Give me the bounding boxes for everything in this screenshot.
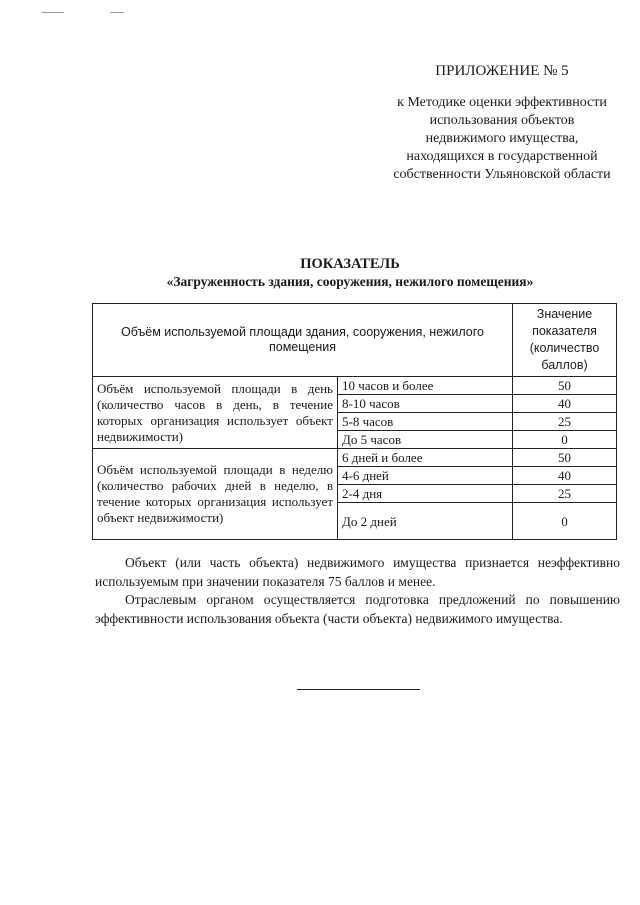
value-cell: 40 — [513, 395, 617, 413]
annex-line: собственности Ульяновской области — [393, 167, 611, 182]
paragraph-proposal — [95, 590, 620, 628]
value-cell: 0 — [513, 431, 617, 449]
paragraph-text: Объект (или часть объекта) недвижимого имущества признается неэффективно используемым при значении показателя 75 баллов и менее. — [95, 555, 620, 589]
option-cell: 2-4 дня — [338, 485, 513, 503]
value-cell: 25 — [513, 485, 617, 503]
indicator-table — [92, 303, 617, 540]
header-value: Значение показателя (количество баллов) — [513, 304, 617, 377]
annex-block — [376, 62, 628, 184]
value-cell: 25 — [513, 413, 617, 431]
option-cell: 8-10 часов — [338, 395, 513, 413]
table-row — [93, 377, 617, 395]
header-area: Объём используемой площади здания, сооружения, нежилого помещения — [93, 304, 513, 377]
option-cell: 6 дней и более — [338, 449, 513, 467]
option-cell: До 5 часов — [338, 431, 513, 449]
annex-line: к Методике оценки эффективности — [397, 95, 607, 110]
value-cell: 40 — [513, 467, 617, 485]
option-cell: До 2 дней — [338, 503, 513, 540]
group-label-weekly: Объём используемой площади в неделю (количество рабочих дней в неделю, в течение которых организация использует объект недвижимости) — [93, 449, 338, 540]
value-cell: 50 — [513, 377, 617, 395]
value-cell: 50 — [513, 449, 617, 467]
paragraph-conclusion — [95, 553, 620, 591]
scan-artifact — [110, 12, 124, 13]
indicator-heading — [60, 255, 640, 291]
annex-line: недвижимого имущества, — [425, 131, 579, 146]
annex-line: находящихся в государственной — [406, 149, 598, 164]
value-cell: 0 — [513, 503, 617, 540]
option-cell: 4-6 дней — [338, 467, 513, 485]
option-cell: 10 часов и более — [338, 377, 513, 395]
annex-number: ПРИЛОЖЕНИЕ № 5 — [435, 63, 569, 79]
table-row — [93, 449, 617, 467]
heading-subtitle: «Загруженность здания, сооружения, нежилого помещения» — [166, 274, 534, 289]
group-label-daily: Объём используемой площади в день (количество часов в день, в течение которых организация использует объект недвижимости) — [93, 377, 338, 449]
paragraph-text: Отраслевым органом осуществляется подготовка предложений по повышению эффективности использования объекта (части объекта) недвижимого имущества. — [95, 592, 620, 626]
option-cell: 5-8 часов — [338, 413, 513, 431]
scan-artifact — [42, 12, 64, 13]
heading-title: ПОКАЗАТЕЛЬ — [300, 256, 400, 272]
annex-line: использования объектов — [429, 113, 575, 128]
closing-rule — [297, 689, 420, 690]
table-header-row — [93, 304, 617, 377]
